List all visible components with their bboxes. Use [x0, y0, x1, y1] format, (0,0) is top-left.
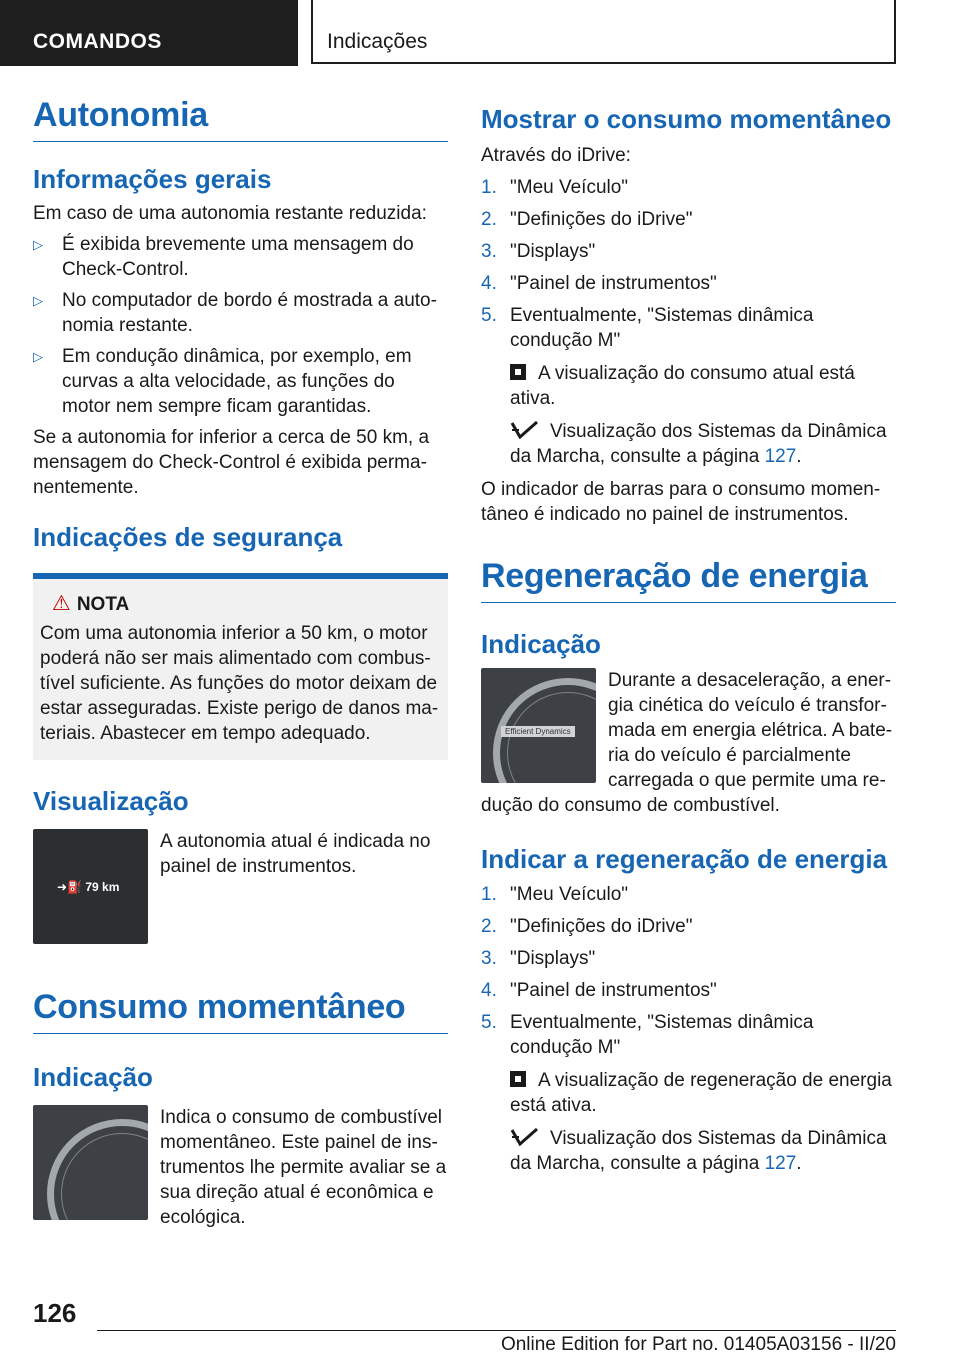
checkbox-icon	[510, 364, 526, 380]
heading-show-consumption: Mostrar o consumo momentâneo	[481, 104, 892, 134]
right-column	[481, 104, 896, 1176]
triangle-bullet-icon: ▷	[33, 293, 43, 308]
heading-show-regen: Indicar a regeneração de energia	[481, 844, 888, 874]
bar-indicator-text: O indicador de barras para o consumo momentâneo é indicado no painel de instrumentos.	[481, 479, 881, 525]
fuel-pump-icon: ➜⛽	[57, 880, 82, 894]
display-figure-row	[33, 829, 448, 944]
heading-general-info: Informações gerais	[33, 164, 272, 194]
regen-figure-row	[481, 668, 896, 818]
heading-indication: Indicação	[33, 1062, 153, 1092]
edition-text: Online Edition for Part no. 01405A03156 - II/20	[500, 1334, 896, 1355]
list-item: 3. "Displays"	[481, 241, 596, 262]
list-item: 5. Eventualmente, "Sistemas dinâmica condução M" A visualização do consumo atual está ativa. Visualização dos Sistemas da Dinâmica da Marcha, consulte a página 127.	[481, 305, 887, 467]
triangle-bullet-icon: ▷	[33, 237, 43, 252]
steps-consumption	[481, 175, 896, 469]
page-number: 126	[33, 1298, 77, 1328]
list-item: 1. "Meu Veículo"	[481, 177, 629, 198]
list-item: ▷ Em condução dinâmica, por exemplo, em curvas a alta velocidade, as funções do motor nem sempre ficam garantidas.	[33, 346, 412, 417]
general-intro: Em caso de uma autonomia restante reduzida:	[33, 203, 427, 224]
regen-gauge-image: Efficient Dynamics	[481, 668, 596, 783]
general-paragraph: Se a autonomia for inferior a cerca de 50 km, a mensagem do Check-Control é exibida permanentemente.	[33, 427, 430, 498]
note-text: Com uma autonomia inferior a 50 km, o motor poderá não ser mais alimentado com combustível suficiente. As funções do motor deixam de estar asseguradas. Existe perigo de danos materiais. Abastecer em tempo adequado.	[40, 623, 439, 744]
regen-text: Durante a desaceleração, a energia cinética do veículo é transformada em energia elétrica. A bateria do veículo é parcialmente carregada o que permite uma redução do consumo de combustível.	[481, 670, 893, 816]
page-header	[0, 0, 960, 66]
left-column	[33, 96, 448, 1230]
note-title: ⚠ NOTA	[52, 592, 130, 615]
heading-range: Autonomia	[33, 96, 448, 142]
heading-safety: Indicações de segurança	[33, 522, 343, 552]
list-item: ▷ No computador de bordo é mostrada a autonomia restante.	[33, 290, 437, 336]
display-text: A autonomia atual é indicada no painel de instrumentos.	[160, 831, 431, 877]
via-idrive: Através do iDrive:	[481, 145, 631, 166]
page-footer	[0, 1290, 960, 1362]
consumption-figure-row	[33, 1105, 448, 1230]
heading-display: Visualização	[33, 786, 189, 816]
list-item: 4. "Painel de instrumentos"	[481, 980, 717, 1001]
list-item: 2. "Definições do iDrive"	[481, 209, 693, 230]
warning-icon: ⚠	[52, 592, 71, 615]
page-link[interactable]: 127	[764, 1153, 797, 1174]
list-item: ▷ É exibida brevemente uma mensagem do Check-Control.	[33, 234, 414, 280]
range-display-image: ➜⛽ 79 km	[33, 829, 148, 944]
list-item: 3. "Displays"	[481, 948, 596, 969]
footer-divider	[97, 1330, 896, 1331]
consumption-text: Indica o consumo de combustível momentâneo. Este painel de instrumentos lhe permite avaliar se a sua direção atual é econômica e ecológica.	[160, 1107, 447, 1228]
triangle-bullet-icon: ▷	[33, 349, 43, 364]
heading-consumption: Consumo momentâneo	[33, 988, 448, 1034]
steps-regen	[481, 882, 896, 1176]
checkmark-icon	[510, 1128, 540, 1146]
topic-label: Indicações	[311, 0, 896, 64]
list-item: 2. "Definições do iDrive"	[481, 916, 693, 937]
consumption-gauge-image	[33, 1105, 148, 1220]
checkbox-icon	[510, 1071, 526, 1087]
list-item: 5. Eventualmente, "Sistemas dinâmica condução M" A visualização de regeneração de energia está ativa. Visualização dos Sistemas da Dinâmica da Marcha, consulte a página 127.	[481, 1012, 892, 1174]
heading-regeneration: Regeneração de energia	[481, 557, 896, 603]
section-label: COMANDOS	[0, 0, 298, 66]
checkmark-icon	[510, 421, 540, 439]
general-bullets	[33, 232, 448, 419]
heading-indication-regen: Indicação	[481, 629, 601, 659]
page-link[interactable]: 127	[764, 446, 797, 467]
list-item: 4. "Painel de instrumentos"	[481, 273, 717, 294]
note-box	[33, 573, 448, 760]
list-item: 1. "Meu Veículo"	[481, 884, 629, 905]
